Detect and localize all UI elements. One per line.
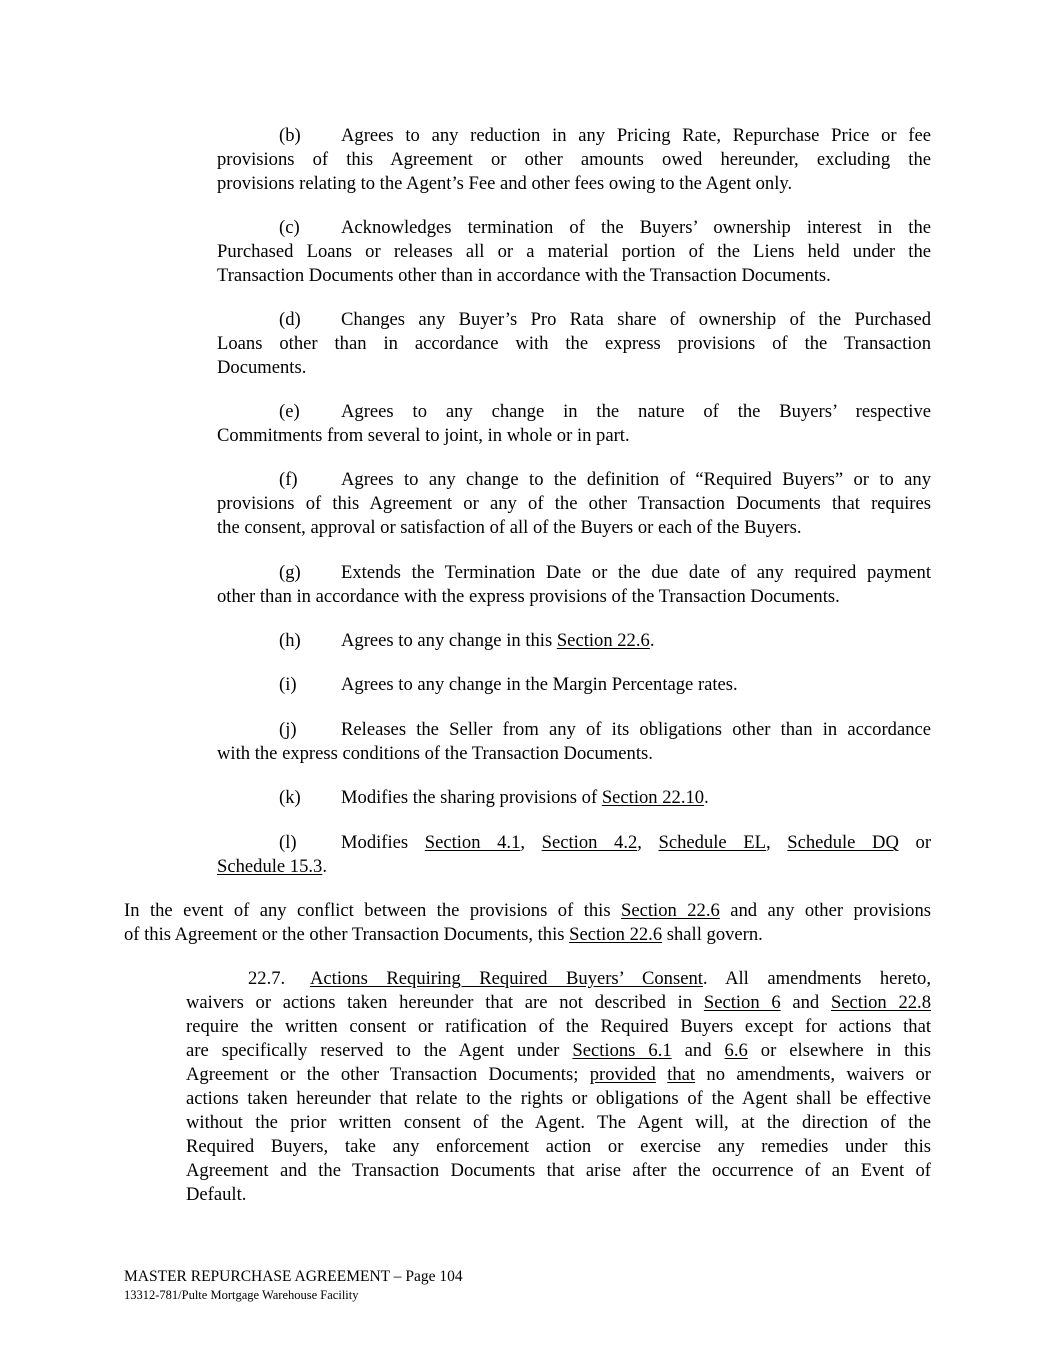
clause-label: (g) <box>279 562 301 583</box>
section-text: are specifically reserved to the Agent under <box>186 1040 573 1061</box>
clause-text: provisions of this Agreement or other amounts owed hereunder, excluding the <box>217 149 931 170</box>
section-text: Agreement or the other Transaction Documents; <box>186 1064 590 1085</box>
section-reference-link[interactable]: Section 22.8 <box>830 992 931 1013</box>
clause-g <box>217 561 931 609</box>
clause-h <box>217 629 931 653</box>
that-term: that <box>667 1064 696 1085</box>
section-reference-link[interactable]: Section 4.2 <box>541 832 638 853</box>
punctuation: . <box>704 787 709 808</box>
clause-text: Modifies the sharing provisions of <box>341 787 602 808</box>
schedule-reference-link[interactable]: Schedule EL <box>658 832 767 853</box>
clause-text: Commitments from several to joint, in whole or in part. <box>217 425 630 446</box>
paragraph-text: In the event of any conflict between the provisions of this <box>124 900 622 921</box>
schedule-reference-link[interactable]: Schedule 15.3 <box>217 856 323 877</box>
clause-text: Purchased Loans or releases all or a material portion of the Liens held under the <box>217 241 931 262</box>
clause-label: (k) <box>279 787 301 808</box>
footer-docid: 13312-781/Pulte Mortgage Warehouse Facility <box>124 1288 359 1302</box>
clause-text: provisions of this Agreement or any of the other Transaction Documents that requires <box>217 493 931 514</box>
section-text: without the prior written consent of the Agent. The Agent will, at the direction of the <box>186 1112 931 1133</box>
section-text: Required Buyers, take any enforcement action or exercise any remedies under this <box>186 1136 931 1157</box>
clause-l: (l) Modifies Section 4.1, Section 4.2, Schedule EL, Schedule DQ or Schedule 15.3. <box>217 832 932 877</box>
section-reference-link[interactable]: Section 6 <box>703 992 781 1013</box>
clause-text: Extends the Termination Date or the due date of any required payment <box>341 562 931 583</box>
section-text: Default. <box>186 1184 247 1205</box>
clause-text: the consent, approval or satisfaction of all of the Buyers or each of the Buyers. <box>217 517 802 538</box>
section-text: actions taken hereunder that relate to the rights or obligations of the Agent shall be effective <box>186 1088 931 1109</box>
clause-text: Releases the Seller from any of its obligations other than in accordance <box>341 719 931 740</box>
section-reference-link[interactable]: Section 4.1 <box>424 832 521 853</box>
section-title: Actions Requiring Required Buyers’ Consent <box>310 968 703 989</box>
clause-k <box>217 786 931 810</box>
clause-text: provisions relating to the Agent’s Fee and other fees owing to the Agent only. <box>217 173 793 194</box>
section-reference-link[interactable]: Section 22.6 <box>621 900 720 921</box>
section-text: require the written consent or ratification of the Required Buyers except for actions that <box>186 1016 931 1037</box>
clause-text: Acknowledges termination of the Buyers’ ownership interest in the <box>341 217 931 238</box>
clause-i <box>217 673 931 697</box>
clause-label: (l) <box>279 832 297 853</box>
clause-label: (i) <box>279 674 297 695</box>
clause-label: (e) <box>279 401 300 422</box>
clause-text: Changes any Buyer’s Pro Rata share of ownership of the Purchased <box>341 309 931 330</box>
clause-e <box>217 400 931 448</box>
section-reference-link[interactable]: 6.6 <box>724 1040 748 1061</box>
section-22-7 <box>186 967 931 1207</box>
clause-text: Documents. <box>217 357 307 378</box>
section-text: no amendments, waivers or <box>695 1064 931 1085</box>
clause-b <box>217 124 931 196</box>
clause-f <box>217 468 931 540</box>
clause-d <box>217 308 931 380</box>
footer-title: MASTER REPURCHASE AGREEMENT – Page 104 <box>124 1268 463 1285</box>
section-text: waivers or actions taken hereunder that are not described in <box>186 992 704 1013</box>
section-text: or elsewhere in this <box>747 1040 931 1061</box>
section-reference-link[interactable]: Section 22.6 <box>569 924 663 945</box>
clause-label: (h) <box>279 630 301 651</box>
provided-term: provided <box>589 1064 656 1085</box>
paragraph-text: and any other provisions <box>719 900 931 921</box>
section-text: and <box>780 992 831 1013</box>
clause-text: Agrees to any change to the definition of “Required Buyers” or to any <box>341 469 931 490</box>
clause-text: other than in accordance with the express provisions of the Transaction Documents. <box>217 586 840 607</box>
clause-j <box>217 718 931 766</box>
section-text: . All amendments hereto, <box>702 968 931 989</box>
section-text: Agreement and the Transaction Documents that arise after the occurrence of an Event of <box>186 1160 931 1181</box>
clause-text: Agrees to any change in this <box>341 630 557 651</box>
paragraph-text: shall govern. <box>662 924 763 945</box>
clause-label: (f) <box>279 469 298 490</box>
clause-text: with the express conditions of the Transaction Documents. <box>217 743 653 764</box>
paragraph-text: of this Agreement or the other Transaction Documents, this <box>124 924 570 945</box>
clause-text: Agrees to any change in the nature of the Buyers’ respective <box>341 401 931 422</box>
section-number: 22.7. <box>248 968 286 989</box>
punctuation: . <box>649 630 655 651</box>
clause-c <box>217 216 931 288</box>
section-text: and <box>671 1040 725 1061</box>
section-reference-link[interactable]: Sections 6.1 <box>572 1040 672 1061</box>
schedule-reference-link[interactable]: Schedule DQ <box>787 832 899 853</box>
clause-label: (j) <box>279 719 297 740</box>
clause-label: (c) <box>279 217 300 238</box>
clause-label: (b) <box>279 125 301 146</box>
conflict-paragraph <box>124 899 931 947</box>
clause-text: Agrees to any change in the Margin Percentage rates. <box>341 674 738 695</box>
clause-text: Modifies <box>341 832 409 853</box>
clause-text: Agrees to any reduction in any Pricing Rate, Repurchase Price or fee <box>341 125 931 146</box>
clause-text: Transaction Documents other than in accordance with the Transaction Documents. <box>217 265 831 286</box>
clause-text: or <box>915 832 932 853</box>
section-reference-link[interactable]: Section 22.6 <box>556 630 650 651</box>
section-reference-link[interactable]: Section 22.10 <box>601 787 705 808</box>
clause-text: Loans other than in accordance with the express provisions of the Transaction <box>217 333 931 354</box>
clause-label: (d) <box>279 309 301 330</box>
